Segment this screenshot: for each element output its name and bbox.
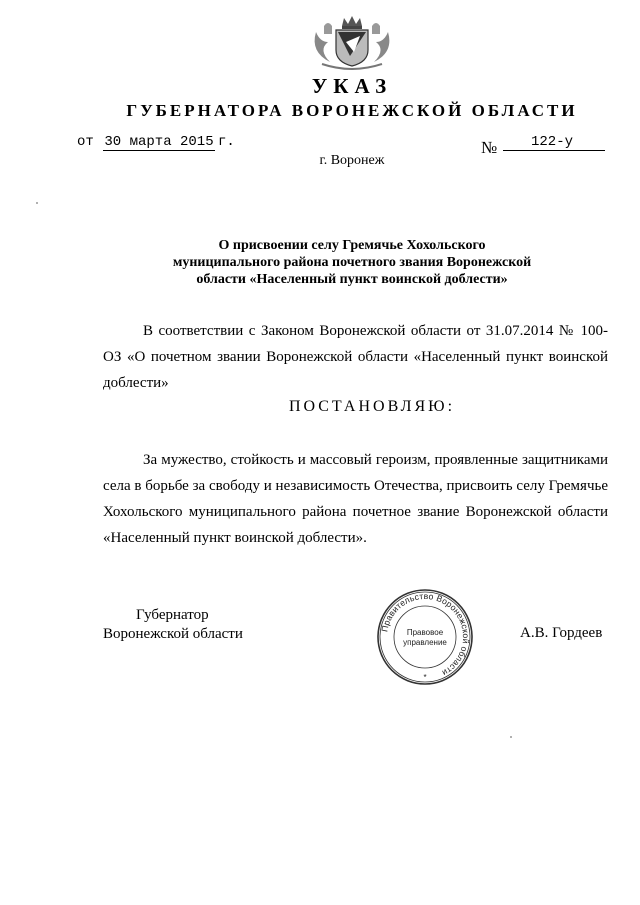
signatory-title-line: Воронежской области (103, 626, 243, 642)
heading-line: О присвоении селу Гремячье Хохольского (218, 238, 486, 253)
official-stamp (376, 588, 474, 686)
signatory-title-line: Губернатор (136, 607, 209, 623)
coat-of-arms-icon (300, 12, 404, 70)
document-subtitle: ГУБЕРНАТОРА ВОРОНЕЖСКОЙ ОБЛАСТИ (126, 101, 578, 120)
stamp-star-icon: * (423, 673, 427, 682)
date-prefix: от (77, 134, 94, 150)
date-suffix: г. (218, 134, 235, 150)
stamp-inner-line: управление (403, 638, 447, 647)
document-date: 30 марта 2015 (104, 134, 214, 150)
heading-line: области «Населенный пункт воинской доблести» (196, 272, 508, 287)
stamp-inner-line: Правовое (406, 628, 444, 637)
stamp-ring-text: Правительство Воронежской области (379, 590, 472, 679)
decree-word: ПОСТАНОВЛЯЮ: (288, 398, 456, 415)
document-city: г. Воронеж (319, 153, 385, 168)
document-heading (150, 237, 554, 288)
number-sign: № (481, 138, 498, 157)
scan-speck (510, 736, 512, 738)
scan-speck (36, 202, 38, 204)
document-title: УКАЗ (311, 74, 393, 98)
decree-paragraph: За мужество, стойкость и массовый героизм, проявленные защитниками села в борьбе за свободу и независимость Отечества, присвоить селу Гремячье Хохольского муниципального района почетное звание Воронежской области «Населенный пункт воинской доблести». (103, 452, 608, 546)
document-number: 122-у (503, 134, 605, 151)
signatory-title (103, 606, 243, 644)
preamble-paragraph: В соответствии с Законом Воронежской области от 31.07.2014 № 100-ОЗ «О почетном звании Воронежской области «Населенный пункт воинской доблести» (103, 323, 608, 391)
signatory-name: А.В. Гордеев (520, 625, 603, 641)
heading-line: муниципального района почетного звания Воронежской (172, 255, 532, 270)
